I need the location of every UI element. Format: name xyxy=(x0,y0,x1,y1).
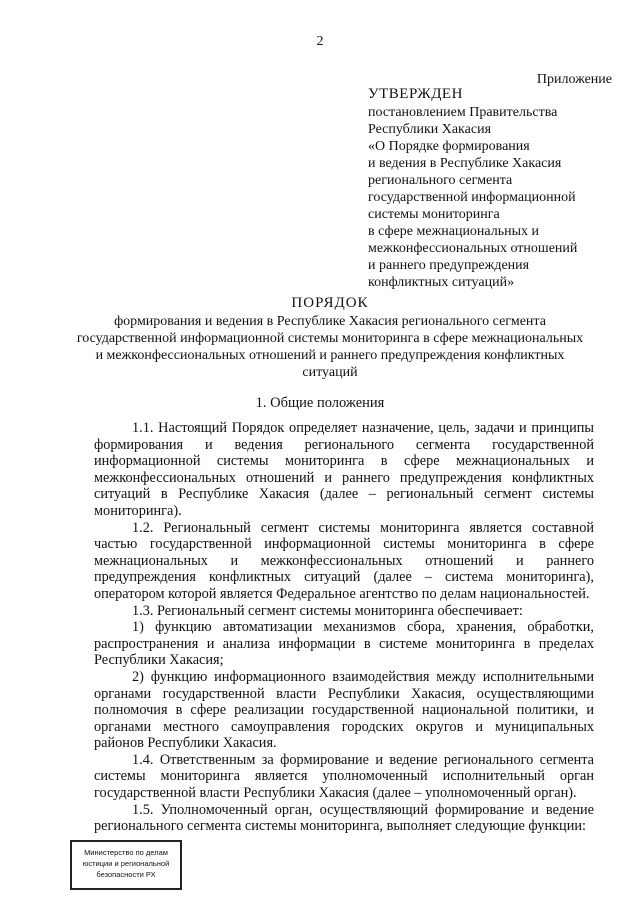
paragraph-1-5: 1.5. Уполномоченный орган, осуществляющий формирование и ведение регионального сегмента системы мониторинга, выполняет следующие функции: xyxy=(94,801,594,835)
paragraph-1-4: 1.4. Ответственным за формирование и ведение регионального сегмента системы мониторинга является уполномоченный исполнительный орган государственной власти Республики Хакасия (далее – уполномоченный орган). xyxy=(94,751,594,802)
stamp-line: безопасности РХ xyxy=(96,870,156,879)
list-item-1: 1) функцию автоматизации механизмов сбора, хранения, обработки, распространения и анализа информации в системе мониторинга в пределах Республики Хакасия; xyxy=(94,619,594,669)
paragraph-1-2: 1.2. Региональный сегмент системы мониторинга является составной частью государственной информационной системы мониторинга в сфере межнациональных и межконфессиональных отношений и раннего предупреждения конфликтных ситуаций (далее – система мониторинга), оператором которой является Федеральное агентство по делам национальностей. xyxy=(94,519,594,602)
section-heading: 1. Общие положения xyxy=(255,395,385,411)
page-number: 2 xyxy=(316,34,324,49)
approval-line: и ведения в Республике Хакасия xyxy=(368,156,562,171)
approval-line: государственной информационной xyxy=(368,190,576,205)
approval-block xyxy=(368,86,618,291)
list-item-2: 2) функцию информационного взаимодействия между исполнительными органами государственной власти Республики Хакасия, осуществляющими полномочия в сфере реализации государственной национальной политики, и органами местного самоуправления городских округов и муниципальных районов Республики Хакасия. xyxy=(94,668,594,752)
paragraph-1-1: 1.1. Настоящий Порядок определяет назначение, цель, задачи и принципы формирования и ведения регионального сегмента государственной информационной системы мониторинга в сфере межнациональных и межконфессиональных отношений и раннего предупреждения конфликтных ситуаций в Республике Хакасия (далее – региональный сегмент системы мониторинга). xyxy=(94,420,594,519)
approval-line: межконфессиональных отношений xyxy=(368,241,578,256)
approval-line: в сфере межнациональных и xyxy=(368,224,540,239)
stamp-line: Министерство по делам xyxy=(84,848,168,857)
ministry-stamp xyxy=(70,840,182,890)
approval-line: конфликтных ситуаций» xyxy=(368,275,515,290)
approval-line: «О Порядке формирования xyxy=(368,139,530,154)
approval-line: системы мониторинга xyxy=(368,207,500,222)
document-subtitle: формирования и ведения в Республике Хакасия регионального сегмента государственной информационной системы мониторинга в сфере межнациональных и межконфессиональных отношений и раннего предупреждения конфликтных ситуаций xyxy=(76,314,584,380)
approval-line: регионального сегмента xyxy=(368,173,513,188)
document-title: ПОРЯДОК xyxy=(291,295,369,311)
stamp-line: юстиции и региональной xyxy=(82,859,170,868)
approval-line: Республики Хакасия xyxy=(368,122,492,137)
approval-line: постановлением Правительства xyxy=(368,105,558,120)
document-body xyxy=(94,420,594,835)
approval-line: и раннего предупреждения xyxy=(368,258,530,273)
paragraph-1-3: 1.3. Региональный сегмент системы мониторинга обеспечивает: xyxy=(132,602,523,619)
appendix-label: Приложение xyxy=(536,72,612,87)
approval-heading: УТВЕРЖДЕН xyxy=(368,86,463,102)
